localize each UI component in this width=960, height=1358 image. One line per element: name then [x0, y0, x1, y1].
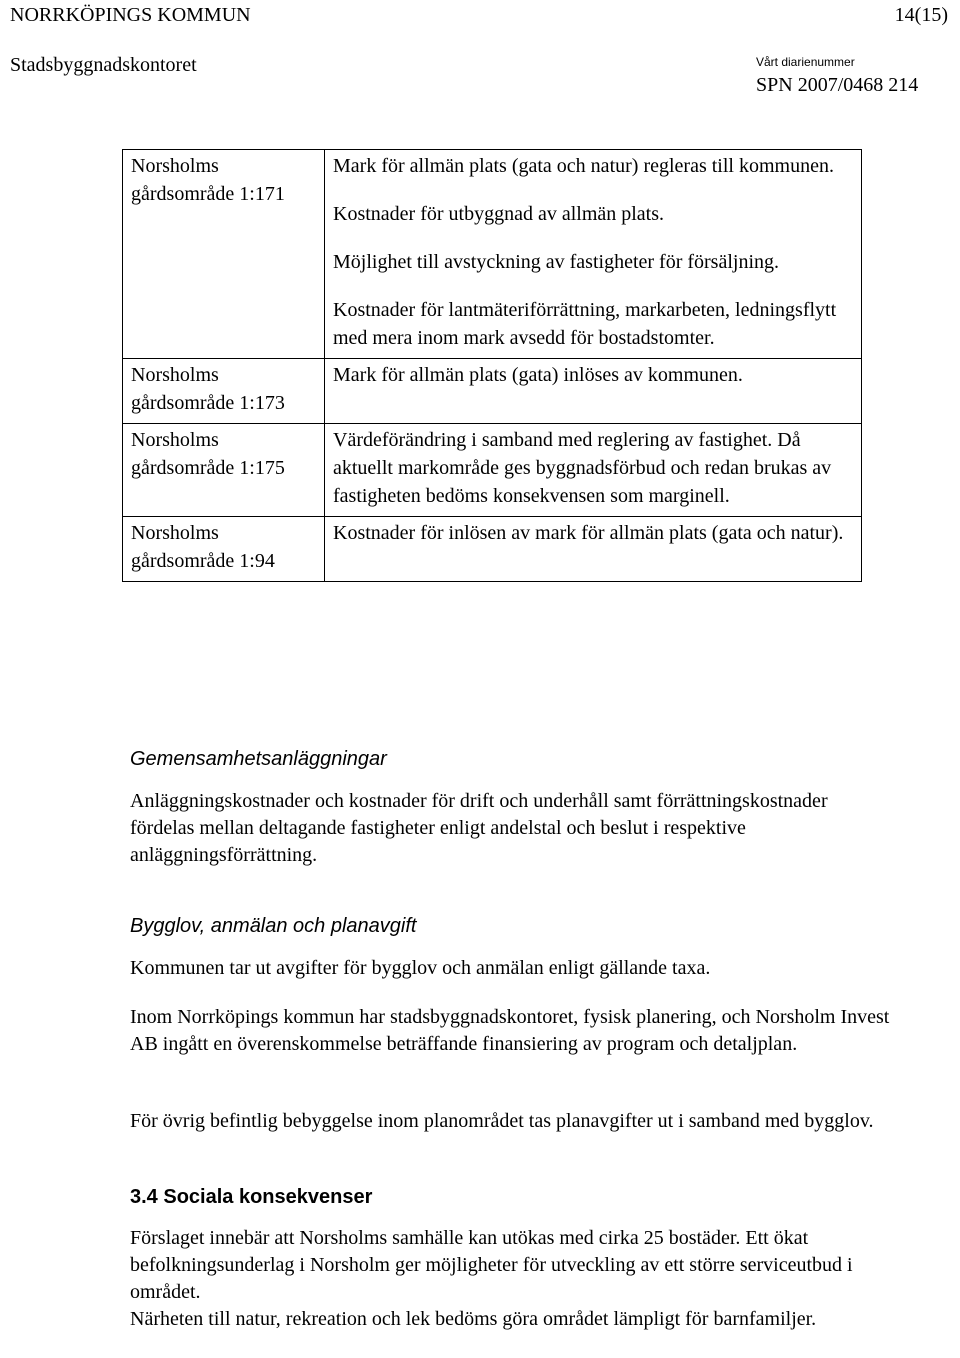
property-cell: Norsholms gårdsområde 1:94: [123, 517, 325, 582]
description-paragraph: Kostnader för inlösen av mark för allmän plats (gata och natur).: [333, 522, 844, 544]
fees-heading: Bygglov, anmälan och planavgift: [130, 915, 417, 937]
property-cell: Norsholms gårdsområde 1:173: [123, 359, 325, 424]
social-consequences-heading: 3.4 Sociala konsekvenser: [130, 1186, 373, 1208]
table-row: [123, 517, 862, 582]
description-cell: [325, 517, 862, 582]
description-cell: [325, 359, 862, 424]
reference-number: SPN 2007/0468 214: [756, 74, 919, 96]
property-cell: Norsholms gårdsområde 1:171: [123, 150, 325, 359]
joint-facilities-heading: Gemensamhetsanläggningar: [130, 748, 387, 770]
reference-label: Vårt diarienummer: [756, 55, 855, 69]
social-paragraph-1: Förslaget innebär att Norsholms samhälle kan utökas med cirka 25 bostäder. Ett ökat befolkningsunderlag i Norsholm ger möjligheter för utveckling av ett större serviceutbud i området.: [130, 1227, 853, 1303]
fees-paragraph-1: Kommunen tar ut avgifter för bygglov och anmälan enligt gällande taxa.: [130, 957, 711, 979]
description-paragraph: Möjlighet till avstyckning av fastigheter för försäljning.: [333, 251, 780, 273]
social-paragraph-2: Närheten till natur, rekreation och lek bedöms göra området lämpligt för barnfamiljer.: [130, 1308, 817, 1330]
joint-facilities-text: Anläggningskostnader och kostnader för drift och underhåll samt förrättningskostnader fördelas mellan deltagande fastigheter enligt andelstal och beslut i respektive anläggningsförrättning.: [130, 790, 828, 866]
description-paragraph: Värdeförändring i samband med reglering av fastighet. Då aktuellt markområde ges byggnadsförbud och redan brukas av fastigheten bedöms konsekvensen som marginell.: [333, 429, 832, 507]
table-row: [123, 359, 862, 424]
fees-paragraph-2: Inom Norrköpings kommun har stadsbyggnadskontoret, fysisk planering, och Norsholm Invest AB ingått en överenskommelse beträffande finansiering av program och detaljplan.: [130, 1006, 890, 1055]
table-row: [123, 150, 862, 359]
description-paragraph: Mark för allmän plats (gata och natur) regleras till kommunen.: [333, 155, 834, 177]
property-cell: Norsholms gårdsområde 1:175: [123, 424, 325, 517]
fees-paragraph-3: För övrig befintlig bebyggelse inom planområdet tas planavgifter ut i samband med bygglov.: [130, 1110, 874, 1132]
description-paragraph: Mark för allmän plats (gata) inlöses av kommunen.: [333, 364, 743, 386]
description-paragraph: Kostnader för utbyggnad av allmän plats.: [333, 203, 665, 225]
description-cell: [325, 150, 862, 359]
department-name: Stadsbyggnadskontoret: [10, 54, 197, 76]
description-cell: [325, 424, 862, 517]
page-number: 14(15): [894, 4, 948, 26]
table-row: [123, 424, 862, 517]
organization-name: NORRKÖPINGS KOMMUN: [10, 4, 251, 26]
description-paragraph: Kostnader för lantmäteriförrättning, markarbeten, ledningsflytt med mera inom mark avsedd för bostadstomter.: [333, 299, 837, 349]
consequences-table: [122, 149, 862, 582]
